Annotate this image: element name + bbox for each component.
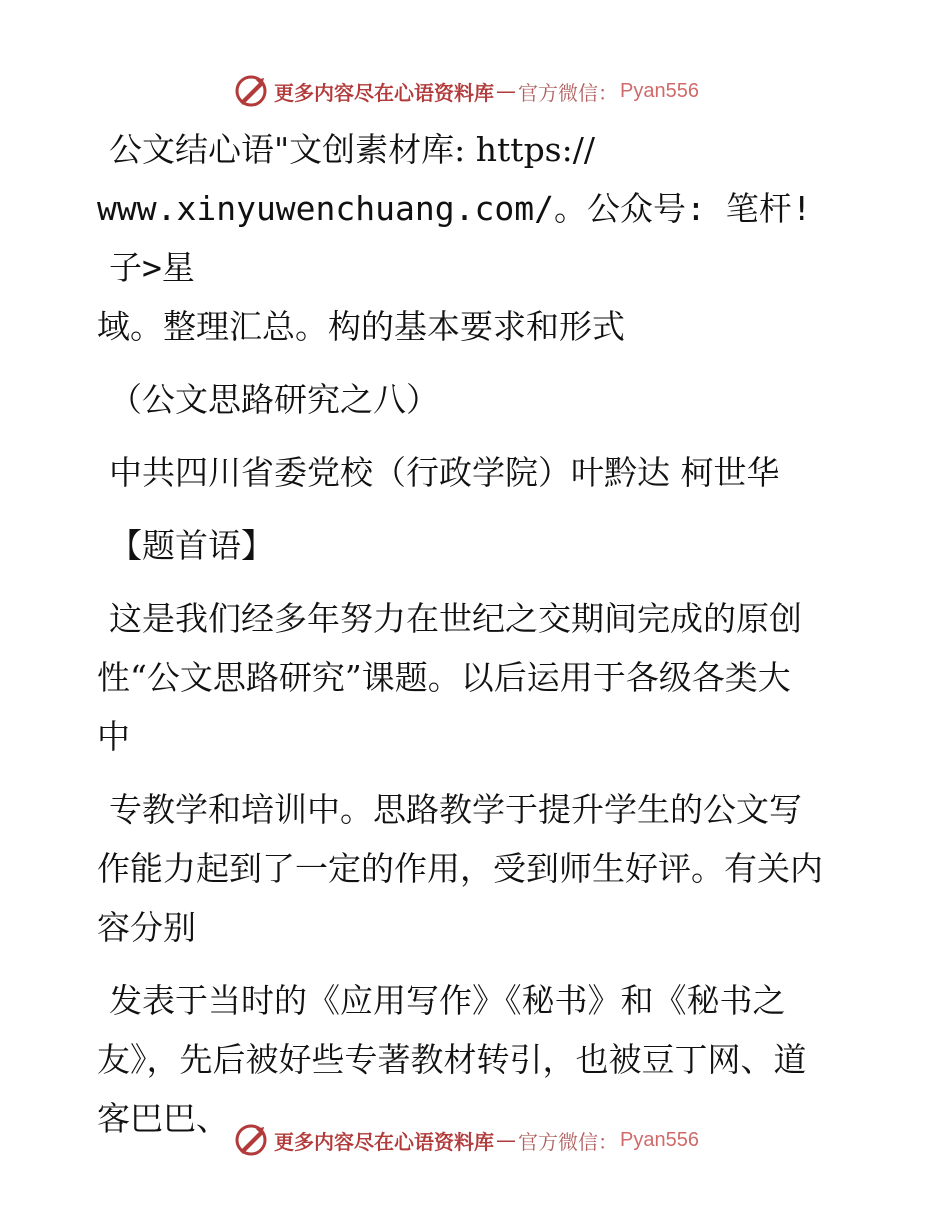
paragraph: [97, 443, 857, 502]
text-line: www.xinyuwenchuang.com/。公众号: 笔杆! 子>星: [97, 189, 812, 287]
header-banner: [234, 71, 714, 111]
text-line: 作能力起到了一定的作用，受到师生好评。有关内: [97, 849, 823, 888]
text-line: 性“公文思路研究”课题。以后运用于各级各类大: [97, 658, 791, 697]
pen-logo-icon: [234, 1123, 268, 1157]
banner-main-text: 更多内容尽在心语资料库: [274, 1129, 494, 1154]
paragraph: [97, 516, 857, 575]
text-line: 容分别: [97, 908, 196, 947]
footer-banner: [234, 1120, 714, 1160]
text-line: 友》，先后被好些专著教材转引，也被豆丁网、道: [97, 1040, 807, 1079]
paragraph: [97, 120, 857, 356]
banner-main-text: 更多内容尽在心语资料库: [274, 80, 494, 105]
text-line: 发表于当时的《应用写作》《秘书》和《秘书之: [109, 981, 786, 1020]
document-body: [97, 120, 857, 1148]
banner-wechat-id: Pyan556: [620, 1128, 699, 1151]
pen-logo-icon: [234, 74, 268, 108]
text-line: 客巴巴、: [97, 1099, 229, 1138]
paragraph: [97, 370, 857, 429]
text-line: 域。整理汇总。构的基本要求和形式: [97, 307, 625, 346]
banner-wechat-id: Pyan556: [620, 79, 699, 102]
banner-wechat-label: 官方微信：: [518, 80, 618, 105]
text-line: 专教学和培训中。思路教学于提升学生的公文写: [109, 790, 802, 829]
text-line: 公文结心语"文创素材库: https://: [109, 130, 595, 169]
paragraph: [97, 780, 857, 957]
paragraph: [97, 589, 857, 766]
text-line: 【题首语】: [109, 526, 274, 565]
banner-dash: —: [496, 1128, 516, 1152]
text-line: 中共四川省委党校（行政学院）叶黔达 柯世华: [109, 453, 780, 492]
text-line: （公文思路研究之八）: [109, 380, 439, 419]
text-line: 这是我们经多年努力在世纪之交期间完成的原创: [109, 599, 802, 638]
banner-dash: —: [496, 79, 516, 103]
banner-wechat-label: 官方微信：: [518, 1129, 618, 1154]
text-line: 中: [97, 717, 130, 756]
